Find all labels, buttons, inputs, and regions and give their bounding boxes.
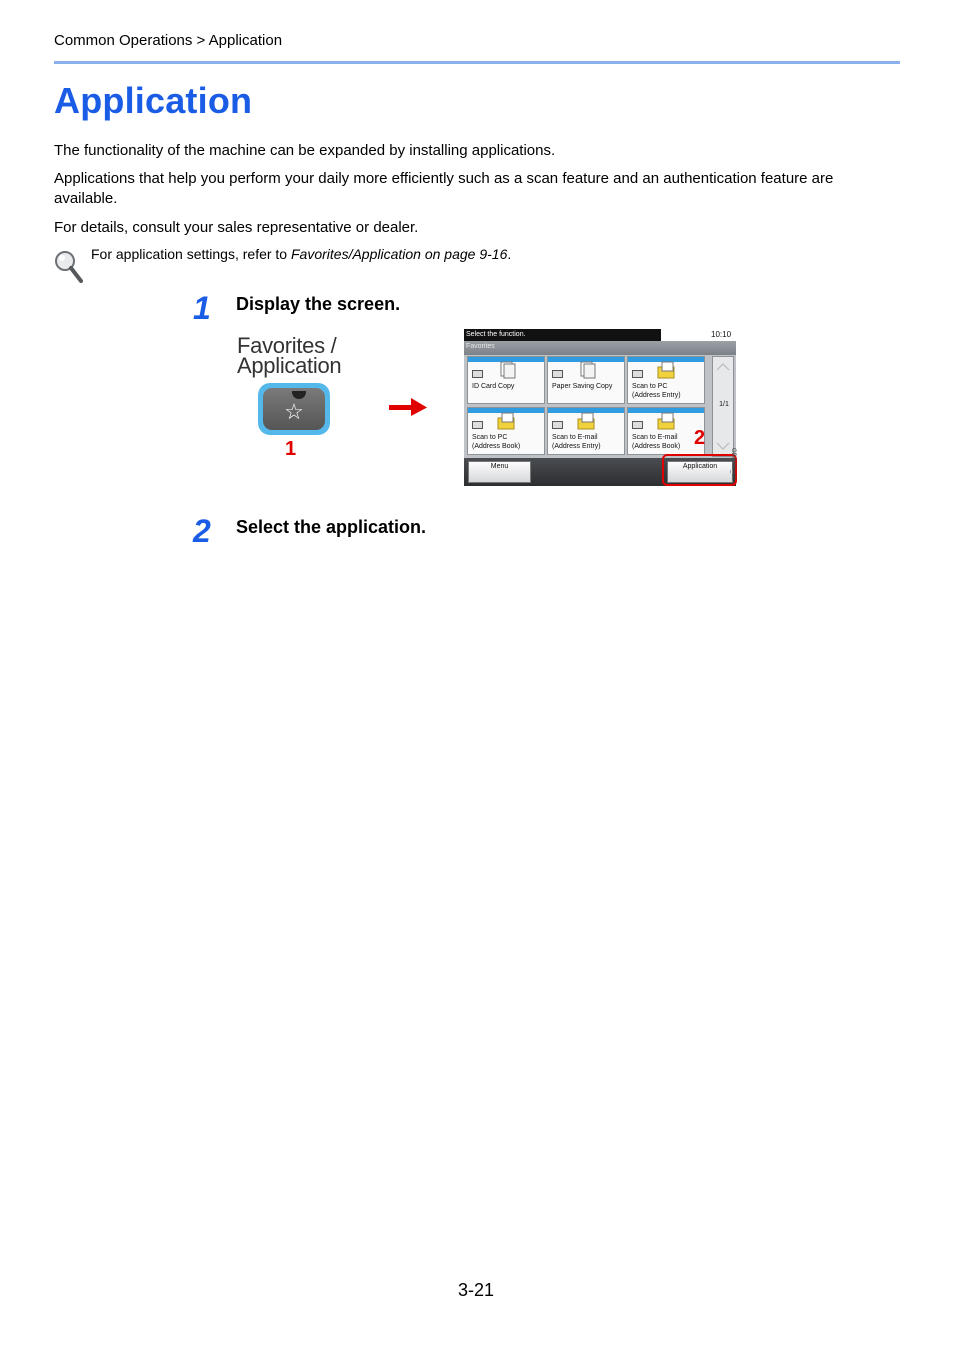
tile-id-card-copy[interactable] [467, 356, 545, 404]
note-reference-link[interactable]: Favorites/Application on page 9-16 [291, 246, 508, 262]
chevron-down-icon[interactable] [716, 442, 730, 450]
page-title: Application [54, 80, 253, 121]
scan-mail-icon [575, 412, 599, 430]
tile-scan-to-pc-address-book[interactable] [467, 407, 545, 455]
right-arrow-icon [389, 398, 427, 416]
header-rule [54, 61, 900, 64]
page-number: 3-21 [458, 1280, 495, 1300]
breadcrumb[interactable]: Common Operations > Application [54, 32, 283, 49]
favorites-grid [467, 356, 709, 457]
step-1-number: 1 [193, 290, 211, 326]
favorites-key-label-line1: Favorites / [237, 333, 337, 358]
tile-label: Scan to PC (Address Entry) [632, 383, 681, 399]
note-prefix: For application settings, refer to [91, 246, 291, 262]
star-icon: ☆ [284, 399, 304, 424]
application-button[interactable]: Application [667, 461, 733, 483]
figure-code: GB0038_00 [730, 448, 736, 481]
document-stack-icon [495, 361, 519, 379]
tile-label: ID Card Copy [472, 383, 515, 390]
step-2-label: Select the application. [236, 517, 427, 537]
panel-header: Select the function. [464, 329, 661, 341]
note-suffix: . [507, 246, 512, 262]
favorites-key-label-line2: Application [237, 353, 342, 378]
copy-icon [552, 370, 563, 378]
send-icon [632, 421, 643, 429]
step-1-label: Display the screen. [236, 294, 401, 314]
copy-icon [472, 370, 483, 378]
note-text [91, 246, 511, 262]
tile-label: Scan to E-mail (Address Book) [632, 434, 681, 450]
tile-label: Scan to PC (Address Book) [472, 434, 521, 450]
step-2-number: 2 [193, 513, 211, 549]
tile-scan-to-pc-address-entry[interactable] [627, 356, 705, 404]
chevron-up-icon[interactable] [716, 363, 730, 371]
application-button-highlight [662, 454, 737, 486]
panel-scrollbar[interactable] [712, 356, 734, 457]
favorites-key-face [263, 388, 325, 430]
scan-mail-icon [655, 412, 679, 430]
favorites-key-label [237, 333, 342, 378]
callout-1: 1 [285, 438, 297, 460]
tile-label: Scan to E-mail (Address Entry) [552, 434, 601, 450]
scan-folder-icon [495, 412, 519, 430]
feature-paragraph: Applications that help you perform your daily more efficiently such as a scan feature and an authentication feature are available. [54, 170, 834, 207]
send-icon [632, 370, 643, 378]
intro-paragraph: The functionality of the machine can be expanded by installing applications. [54, 142, 556, 159]
tile-label: Paper Saving Copy [552, 383, 613, 390]
callout-2: 2 [694, 427, 706, 449]
tile-paper-saving-copy[interactable] [547, 356, 625, 404]
panel-time: 10:10 [711, 330, 732, 339]
send-icon [552, 421, 563, 429]
send-icon [472, 421, 483, 429]
key-indicator-icon [292, 391, 306, 399]
document-stack-icon [575, 361, 599, 379]
magnifier-icon [54, 250, 84, 284]
panel-section-bar: Favorites [464, 341, 736, 355]
contact-paragraph: For details, consult your sales representative or dealer. [54, 219, 419, 236]
menu-button[interactable]: Menu [468, 461, 531, 483]
tile-scan-to-email-address-entry[interactable] [547, 407, 625, 455]
page-indicator: 1/1 [719, 401, 729, 408]
favorites-application-key[interactable] [258, 383, 330, 435]
scan-folder-icon [655, 361, 679, 379]
